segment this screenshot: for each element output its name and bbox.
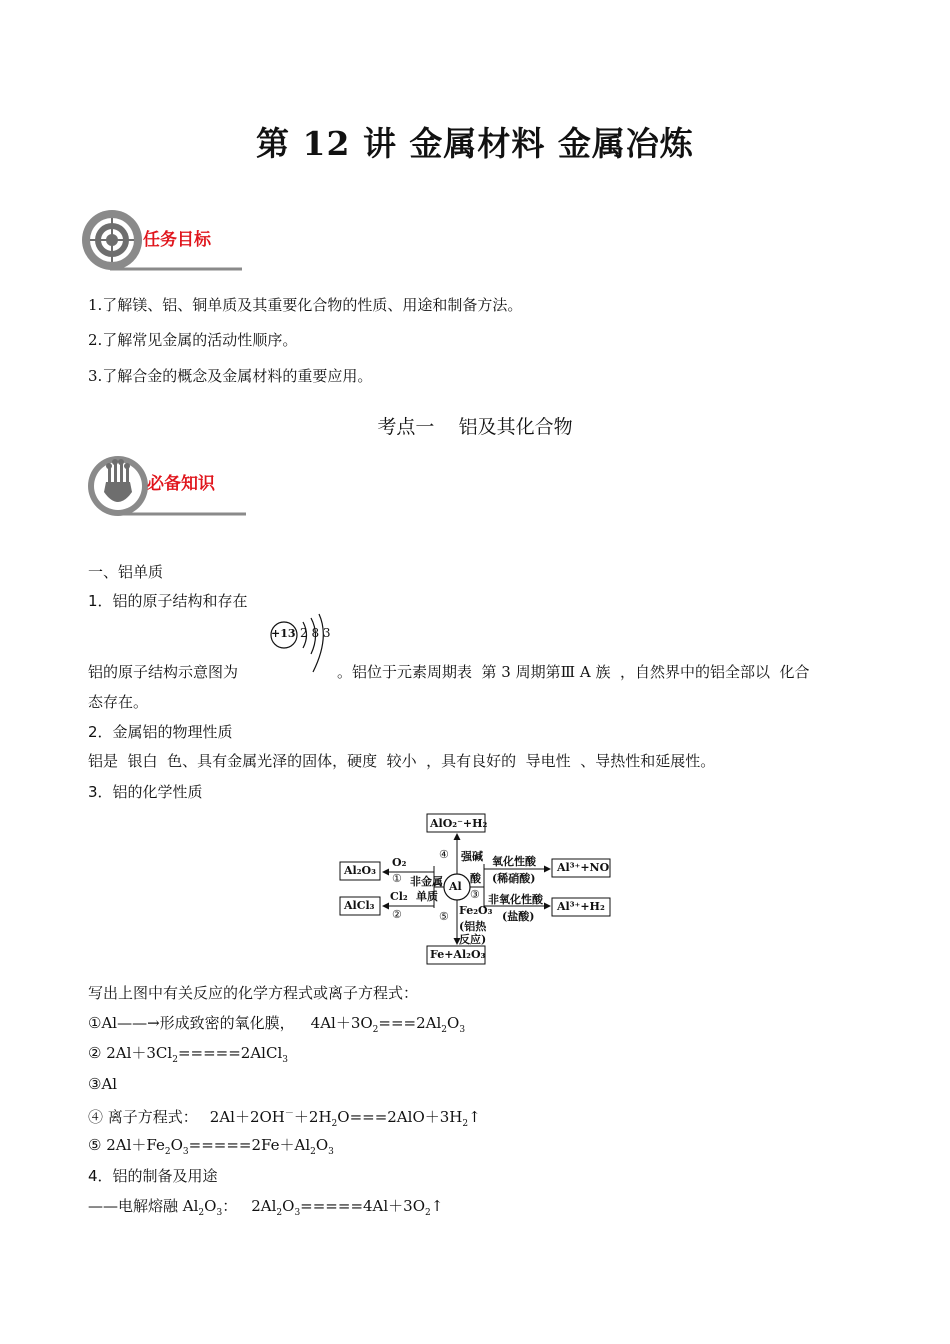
diagram-right2-reagent2: (盐酸) [502,910,535,923]
eq1-b: 4Al＋3O [310,1014,373,1032]
diagram-left1-box: Al₂O₃ [344,864,376,877]
equation-6 [88,1195,443,1224]
eq1-c: ===2Al [378,1014,442,1032]
eq1-num: ① [88,1014,102,1032]
diagram-right-label: 酸 [470,872,481,885]
diagram-left-label1: 非金属 [410,875,443,888]
eq5-sub4: 3 [328,1147,334,1157]
eq2-sub1: 2 [172,1055,178,1065]
eq5-c: =====2Fe＋Al [188,1136,311,1154]
eq4-c: ＋2H [293,1108,332,1126]
goal-item-3: 3.了解合金的概念及金属材料的重要应用。 [88,367,373,385]
eq6-sub5: 2 [425,1208,431,1218]
eq2-b: =====2AlCl [177,1044,283,1062]
heading-atomic-structure: 1．铝的原子结构和存在 [88,592,248,610]
atom-nucleus: +13 [271,627,296,640]
task-goal-label: 任务目标 [143,230,211,250]
diagram-bottom-reagent2: (铝热 [459,920,487,933]
diagram-right1-reagent1: 氧化性酸 [492,855,536,868]
eq5-d: O [315,1136,329,1154]
knowledge-label: 必备知识 [147,474,215,494]
eq4-sup: － [284,1109,294,1119]
eq4-d: O===2AlO＋3H [337,1108,463,1126]
diagram-right2-box: Al³⁺+H₂ [557,900,605,913]
structure-text-pre: 铝的原子结构示意图为 [88,663,239,681]
write-instruction: 写出上图中有关反应的化学方程式或离子方程式： [88,984,419,1002]
eq4-sub1: 2 [331,1119,338,1129]
atom-shells: 2 8 3 [300,626,331,640]
knowledge-banner [84,452,254,522]
eq5-sub1: 2 [164,1147,171,1157]
eq5-sub3: 2 [310,1147,316,1157]
eq6-b: O [204,1197,217,1215]
equation-2 [88,1042,288,1071]
eq1-c-sub: 2 [441,1025,448,1035]
eq6-sub2: 3 [216,1208,223,1218]
equation-3: ③Al [88,1075,118,1093]
eq5-sub2: 3 [182,1147,189,1157]
diagram-left-label2: 单质 [416,890,438,903]
equation-4 [88,1103,481,1135]
goal-item-1: 1.了解镁、铝、铜单质及其重要化合物的性质、用途和制备方法。 [88,296,523,314]
eq4-sub2: 2 [462,1119,469,1129]
heading-chemical: 3．铝的化学性质 [88,783,203,801]
eq5-b: O [170,1136,183,1154]
eq6-sub3: 2 [276,1208,283,1218]
eq6-arrow: ↑ [430,1197,444,1215]
eq6-d: 2Al [251,1197,277,1215]
eq2-sub2: 3 [282,1055,288,1065]
diagram-center: Al [449,880,462,893]
equation-1 [88,1012,465,1041]
eq4-b: 2Al＋2OH [209,1108,285,1126]
diagram-top-reagent: 强碱 [461,850,483,863]
reaction-diagram [338,812,613,967]
diagram-bottom-box: Fe+Al₂O₃ [430,948,486,961]
diagram-bottom-reagent1: Fe₂O₃ [459,904,493,917]
heading-preparation: 4．铝的制备及用途 [88,1167,218,1185]
eq6-f: =====4Al＋3O [300,1197,426,1215]
eq6-sub1: 2 [198,1208,205,1218]
eq6-e: O [282,1197,295,1215]
diagram-right1-box: Al³⁺+NO [557,861,610,874]
heading-aluminum: 一、铝单质 [88,563,164,581]
structure-text-line2: 态存在。 [88,693,149,711]
eq2-a: ② 2Al＋3Cl [88,1044,173,1062]
eq1-b-sub: 2 [372,1025,379,1035]
diagram-bottom-reagent3: 反应) [459,933,487,946]
diagram-left1-reagent: O₂ [392,856,407,869]
diagram-left1-num: ① [392,872,402,885]
eq6-c: ： [222,1197,238,1215]
diagram-bottom-num: ⑤ [439,910,449,923]
section-title: 考点一 铝及其化合物 [377,416,573,438]
eq1-d: O [447,1014,460,1032]
diagram-left2-box: AlCl₃ [344,899,375,912]
eq1-d-sub: 3 [459,1025,466,1035]
eq4-arrow: ↑ [468,1108,481,1126]
goal-item-2: 2.了解常见金属的活动性顺序。 [88,331,298,349]
diagram-left2-num: ② [392,908,402,921]
heading-physical: 2．金属铝的物理性质 [88,723,233,741]
diagram-left2-reagent: Cl₂ [390,890,408,903]
eq1-a: Al——→形成致密的氧化膜， [101,1014,295,1032]
physical-text: 铝是 银白 色、具有金属光泽的固体，硬度 较小 ，具有良好的 导电性 、导热性和延展性。 [88,752,716,770]
diagram-right-num: ③ [470,888,480,901]
task-goal-banner [80,205,250,275]
eq6-a: ——电解熔融 Al [88,1197,199,1215]
equation-5 [88,1134,334,1163]
atom-structure-diagram [266,612,336,674]
eq4-a: ④ 离子方程式： [88,1108,198,1126]
diagram-right2-reagent1: 非氧化性酸 [488,893,543,906]
diagram-right1-reagent2: (稀硝酸) [492,872,536,885]
diagram-top-box: AlO₂⁻+H₂ [430,817,488,830]
eq5-a: ⑤ 2Al＋Fe [88,1136,165,1154]
page-title: 第 12 讲 金属材料 金属冶炼 [256,124,694,163]
eq6-sub4: 3 [294,1208,301,1218]
structure-text-post: 。铝位于元素周期表 第 3 周期第Ⅲ A 族 ，自然界中的铝全部以 化合 [337,663,810,681]
diagram-top-num: ④ [439,848,449,861]
